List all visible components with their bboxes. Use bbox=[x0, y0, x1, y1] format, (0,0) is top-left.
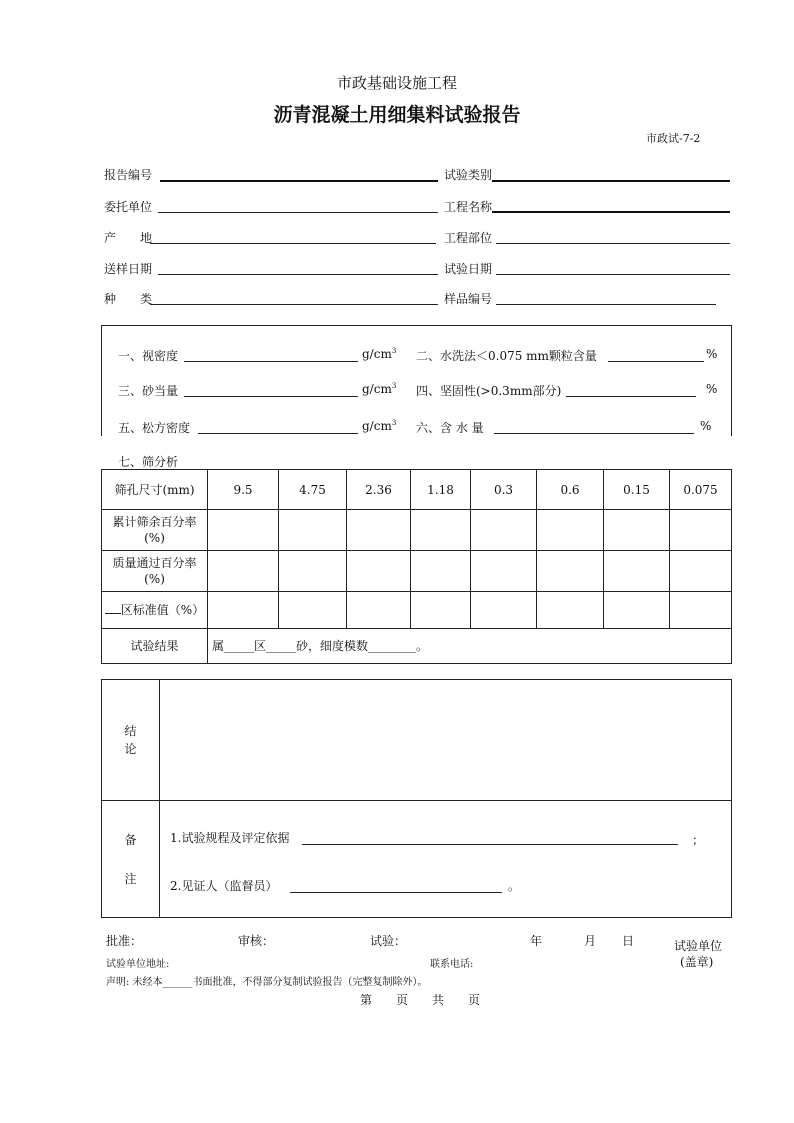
sieve-size-cell: 0.6 bbox=[537, 470, 604, 510]
form-code: 市政试-7-2 bbox=[646, 132, 701, 145]
sample-no-field[interactable] bbox=[496, 304, 716, 305]
test-type-field[interactable] bbox=[492, 180, 730, 182]
bulk-density-unit: $g/cm^3$ bbox=[362, 419, 397, 433]
seal-label: (盖章) bbox=[680, 955, 714, 969]
sample-date-field[interactable] bbox=[158, 274, 438, 275]
fines-content-unit: % bbox=[706, 347, 718, 361]
note-standard-end: ； bbox=[692, 833, 705, 847]
soundness-unit: % bbox=[706, 382, 718, 396]
kind-label: 种 类 bbox=[104, 292, 153, 306]
retained-cell[interactable] bbox=[471, 510, 537, 551]
retained-cell[interactable] bbox=[604, 510, 670, 551]
day-label: 日 bbox=[622, 934, 635, 948]
standard-cell[interactable] bbox=[471, 592, 537, 629]
apparent-density-unit: $g/cm^3$ bbox=[362, 347, 397, 361]
standard-cell[interactable] bbox=[537, 592, 604, 629]
standard-label: 区标准值（%） bbox=[102, 592, 208, 629]
report-no-label: 报告编号 bbox=[104, 168, 153, 182]
passing-cell[interactable] bbox=[604, 551, 670, 592]
test-type-label: 试验类别 bbox=[444, 168, 493, 182]
moisture-label: 六、含 水 量 bbox=[416, 421, 484, 435]
retained-cell[interactable] bbox=[670, 510, 732, 551]
passing-cell[interactable] bbox=[411, 551, 471, 592]
retained-label: 累计筛余百分率 (%) bbox=[102, 510, 208, 551]
origin-label: 产 地 bbox=[104, 231, 153, 245]
note-standard-field[interactable] bbox=[302, 844, 678, 845]
standard-cell[interactable] bbox=[347, 592, 411, 629]
month-label: 月 bbox=[584, 934, 597, 948]
standard-cell[interactable] bbox=[411, 592, 471, 629]
bulk-density-field[interactable] bbox=[198, 433, 358, 434]
sieve-size-cell: 2.36 bbox=[347, 470, 411, 510]
conclusion-field[interactable] bbox=[160, 680, 732, 801]
sieve-table bbox=[101, 469, 732, 664]
sieve-size-cell: 4.75 bbox=[279, 470, 347, 510]
bulk-density-label: 五、松方密度 bbox=[118, 421, 191, 435]
sand-equivalent-field[interactable] bbox=[184, 396, 358, 397]
remarks-content bbox=[160, 801, 732, 918]
client-field[interactable] bbox=[158, 212, 438, 213]
result-row bbox=[102, 629, 732, 664]
retained-cell[interactable] bbox=[347, 510, 411, 551]
fines-content-field[interactable] bbox=[608, 361, 704, 362]
test-date-field[interactable] bbox=[496, 274, 730, 275]
result-text[interactable]: 属_____区_____砂，细度模数________。 bbox=[208, 629, 732, 664]
standard-row bbox=[102, 592, 732, 629]
standard-cell[interactable] bbox=[279, 592, 347, 629]
unit-address-label: 试验单位地址: bbox=[106, 959, 170, 970]
moisture-unit: % bbox=[700, 419, 712, 433]
passing-row bbox=[102, 551, 732, 592]
review-label: 审核： bbox=[238, 934, 275, 948]
standard-cell[interactable] bbox=[604, 592, 670, 629]
passing-cell[interactable] bbox=[279, 551, 347, 592]
standard-cell[interactable] bbox=[670, 592, 732, 629]
soundness-field[interactable] bbox=[566, 396, 696, 397]
approve-label: 批准： bbox=[106, 934, 143, 948]
sand-equivalent-unit: $g/cm^3$ bbox=[362, 382, 397, 396]
passing-cell[interactable] bbox=[670, 551, 732, 592]
project-name-label: 工程名称 bbox=[444, 200, 493, 214]
note-standard-label: 1.试验规程及评定依据 bbox=[170, 831, 290, 845]
sieve-size-cell: 0.15 bbox=[604, 470, 670, 510]
sieve-size-row bbox=[102, 470, 732, 510]
retained-cell[interactable] bbox=[279, 510, 347, 551]
sample-no-label: 样品编号 bbox=[444, 292, 493, 306]
sieve-size-label: 筛孔尺寸(mm) bbox=[102, 470, 208, 510]
sample-date-label: 送样日期 bbox=[104, 262, 153, 276]
test-unit-label: 试验单位 bbox=[674, 939, 723, 953]
sieve-size-cell: 1.18 bbox=[411, 470, 471, 510]
origin-field[interactable] bbox=[150, 243, 436, 244]
kind-field[interactable] bbox=[150, 304, 438, 305]
sand-equivalent-label: 三、砂当量 bbox=[118, 384, 179, 398]
page-number: 第 页 共 页 bbox=[360, 993, 481, 1007]
passing-label: 质量通过百分率 (%) bbox=[102, 551, 208, 592]
project-part-label: 工程部位 bbox=[444, 231, 493, 245]
sieve-size-cell: 0.075 bbox=[670, 470, 732, 510]
apparent-density-label: 一、视密度 bbox=[118, 349, 179, 363]
standard-cell[interactable] bbox=[208, 592, 279, 629]
project-part-field[interactable] bbox=[496, 243, 730, 244]
moisture-field[interactable] bbox=[494, 433, 694, 434]
organization-title: 市政基础设施工程 bbox=[336, 74, 457, 92]
passing-cell[interactable] bbox=[537, 551, 604, 592]
conclusion-table bbox=[101, 679, 732, 918]
passing-cell[interactable] bbox=[208, 551, 279, 592]
phone-label: 联系电话: bbox=[430, 959, 474, 970]
declaration-text: 声明: 未经本______书面批准，不得部分复制试验报告（完整复制除外）。 bbox=[106, 977, 428, 988]
fines-content-label: 二、水洗法＜0.075 mm颗粒含量 bbox=[416, 349, 597, 363]
client-label: 委托单位 bbox=[104, 200, 153, 214]
note-witness-end: 。 bbox=[508, 879, 521, 893]
retained-cell[interactable] bbox=[208, 510, 279, 551]
report-no-field[interactable] bbox=[160, 180, 438, 182]
passing-cell[interactable] bbox=[471, 551, 537, 592]
sieve-size-cell: 0.3 bbox=[471, 470, 537, 510]
note-witness-field[interactable] bbox=[290, 892, 502, 893]
retained-row bbox=[102, 510, 732, 551]
sieve-analysis-label: 七、筛分析 bbox=[118, 455, 179, 469]
result-label: 试验结果 bbox=[102, 629, 208, 664]
sieve-size-cell: 9.5 bbox=[208, 470, 279, 510]
retained-cell[interactable] bbox=[537, 510, 604, 551]
remarks-label: 备 注 bbox=[102, 801, 160, 918]
test-label: 试验： bbox=[370, 934, 407, 948]
note-witness-label: 2.见证人（监督员） bbox=[170, 879, 278, 893]
conclusion-row bbox=[102, 680, 732, 801]
test-date-label: 试验日期 bbox=[444, 262, 493, 276]
conclusion-label: 结 论 bbox=[102, 680, 160, 801]
soundness-label: 四、坚固性(>0.3mm部分) bbox=[416, 384, 562, 398]
project-name-field[interactable] bbox=[492, 211, 730, 213]
remarks-row bbox=[102, 801, 732, 918]
apparent-density-field[interactable] bbox=[184, 361, 358, 362]
report-title: 沥青混凝土用细集料试验报告 bbox=[273, 104, 521, 126]
passing-cell[interactable] bbox=[347, 551, 411, 592]
year-label: 年 bbox=[530, 934, 543, 948]
retained-cell[interactable] bbox=[411, 510, 471, 551]
